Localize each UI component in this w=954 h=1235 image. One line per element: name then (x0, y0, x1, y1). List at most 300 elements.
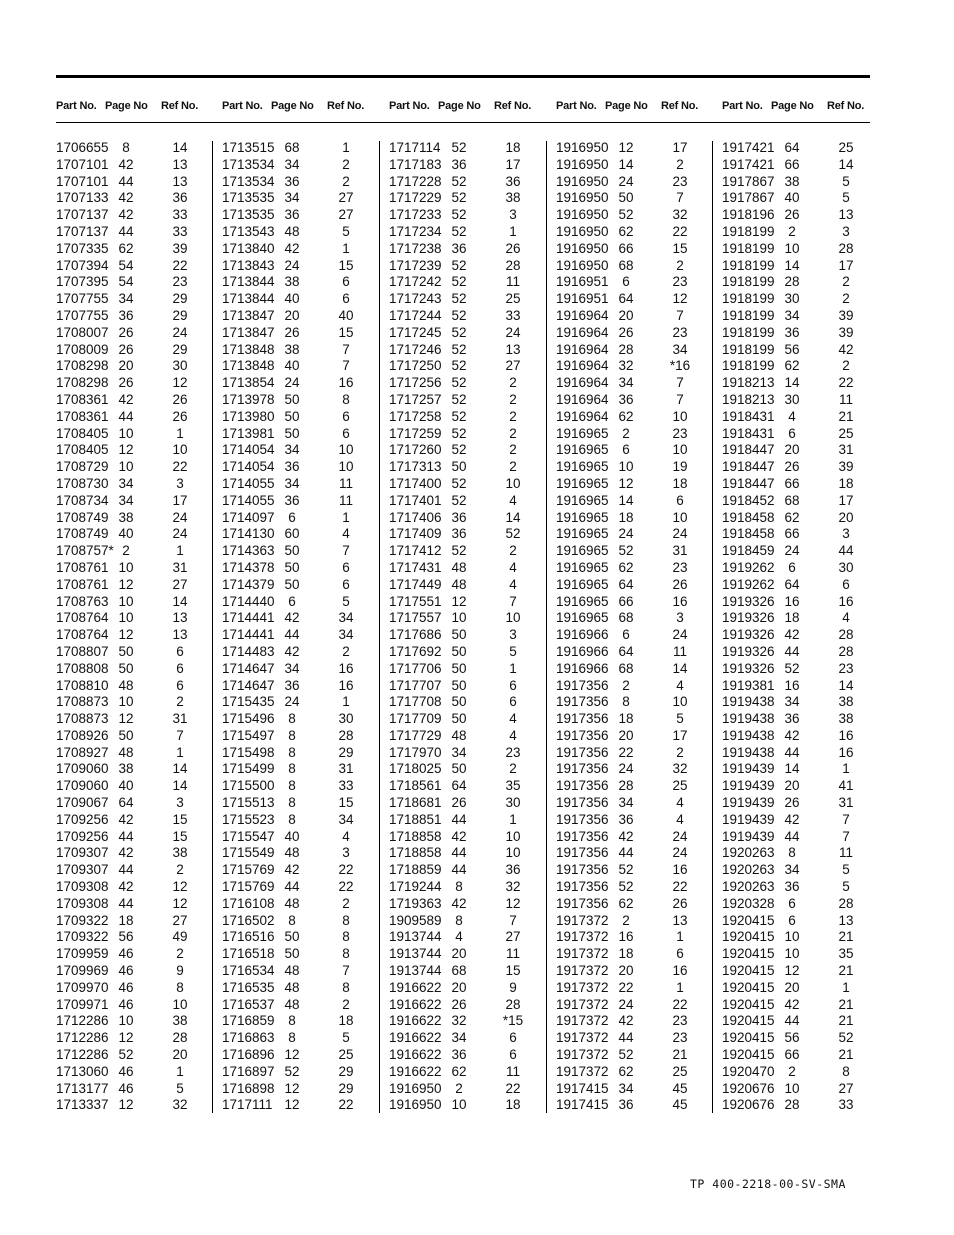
table-row (556, 274, 706, 291)
table-row (222, 258, 372, 275)
part-number: 1715513 (222, 795, 275, 811)
page-number: 52 (451, 307, 467, 323)
ref-number: 6 (509, 1030, 517, 1046)
page-number: 34 (284, 190, 300, 206)
part-number: 1917867 (722, 173, 775, 189)
ref-number: 14 (172, 761, 188, 777)
ref-number: 33 (172, 223, 188, 239)
ref-number: 39 (838, 459, 854, 475)
page-number: 52 (451, 475, 467, 491)
ref-number: 5 (842, 862, 850, 878)
table-row (556, 1047, 706, 1064)
part-number: 1917356 (556, 727, 609, 743)
ref-number: 24 (672, 828, 688, 844)
page-number: 8 (288, 1030, 296, 1046)
part-number: 1708007 (56, 324, 109, 340)
part-number: 1717244 (389, 307, 442, 323)
ref-number: 20 (838, 509, 854, 525)
table-row (722, 913, 872, 930)
page-number: 24 (618, 761, 634, 777)
ref-number: 24 (172, 509, 188, 525)
page-number: 36 (451, 526, 467, 542)
ref-number: 27 (338, 190, 354, 206)
page-number: 46 (118, 946, 134, 962)
ref-number: 24 (505, 324, 521, 340)
part-number: 1917372 (556, 996, 609, 1012)
page-number: 62 (784, 509, 800, 525)
ref-number: 38 (838, 694, 854, 710)
page-number: 50 (118, 643, 134, 659)
page-number: 44 (118, 408, 134, 424)
table-row (389, 728, 539, 745)
ref-number: 18 (672, 475, 688, 491)
page-number: 52 (618, 879, 634, 895)
part-number: 1916964 (556, 391, 609, 407)
part-number: 1709256 (56, 828, 109, 844)
part-number: 1717183 (389, 156, 442, 172)
page-number: 34 (451, 744, 467, 760)
page-number: 50 (451, 660, 467, 676)
table-row (722, 829, 872, 846)
table-row (222, 862, 372, 879)
page-number: 20 (284, 307, 300, 323)
table-row (222, 1013, 372, 1030)
table-row (56, 980, 206, 997)
part-number: 1708730 (56, 475, 109, 491)
page-number: 52 (451, 274, 467, 290)
table-row (722, 694, 872, 711)
page-number: 34 (118, 475, 134, 491)
table-row (56, 745, 206, 762)
table-row (389, 610, 539, 627)
page-number: 6 (622, 274, 630, 290)
part-number: 1717551 (389, 593, 442, 609)
page-number: 42 (284, 643, 300, 659)
part-number: 1917867 (722, 190, 775, 206)
table-row (389, 862, 539, 879)
page-number: 44 (118, 828, 134, 844)
ref-number: 23 (672, 1013, 688, 1029)
table-row (222, 963, 372, 980)
ref-number: 2 (842, 274, 850, 290)
ref-number: 31 (838, 442, 854, 458)
table-row (556, 862, 706, 879)
table-row (389, 896, 539, 913)
ref-number: 21 (838, 408, 854, 424)
table-row (222, 459, 372, 476)
part-number: 1708763 (56, 593, 109, 609)
page-number: 66 (618, 593, 634, 609)
part-number: 1919326 (722, 627, 775, 643)
ref-number: 11 (672, 643, 687, 659)
part-number: 1718025 (389, 761, 442, 777)
part-number: 1918196 (722, 207, 775, 223)
ref-number: 34 (338, 610, 354, 626)
part-number: 1918458 (722, 526, 775, 542)
page-number: 40 (118, 526, 134, 542)
ref-number: 24 (672, 845, 688, 861)
ref-number: 12 (505, 895, 521, 911)
ref-number: 22 (172, 459, 188, 475)
ref-number: 7 (176, 727, 184, 743)
table-row (556, 1081, 706, 1098)
part-number: 1918199 (722, 307, 775, 323)
part-number: 1709307 (56, 862, 109, 878)
page-number: 34 (284, 660, 300, 676)
part-number: 1714363 (222, 543, 275, 559)
part-number: 1916950 (556, 207, 609, 223)
page-number: 2 (788, 1063, 796, 1079)
ref-number: 23 (672, 425, 688, 441)
page-number: 52 (618, 543, 634, 559)
ref-number: 26 (172, 408, 188, 424)
ref-number: 6 (842, 576, 850, 592)
table-row (222, 896, 372, 913)
ref-number: 49 (172, 929, 188, 945)
table-row (389, 174, 539, 191)
table-row (722, 745, 872, 762)
page-number: 26 (451, 795, 467, 811)
page-number: 64 (451, 778, 467, 794)
ref-number: 6 (509, 1047, 517, 1063)
table-row (556, 711, 706, 728)
ref-number: 2 (676, 744, 684, 760)
ref-number: 7 (342, 543, 350, 559)
ref-number: 16 (672, 593, 688, 609)
ref-number: 1 (176, 1063, 184, 1079)
part-number: 1713848 (222, 358, 275, 374)
table-row (389, 778, 539, 795)
part-number: 1707755 (56, 291, 109, 307)
page-number: 52 (451, 341, 467, 357)
part-number: 1717708 (389, 694, 442, 710)
page-number: 6 (788, 425, 796, 441)
ref-number: 7 (509, 593, 517, 609)
table-row (222, 342, 372, 359)
ref-number: 32 (172, 1097, 188, 1113)
table-row (556, 291, 706, 308)
table-row (56, 694, 206, 711)
table-row (222, 1097, 372, 1114)
part-number: 1716898 (222, 1080, 275, 1096)
page-number: 34 (784, 694, 800, 710)
part-number: 1718681 (389, 795, 442, 811)
page-number: 52 (451, 173, 467, 189)
page-number: 48 (284, 979, 300, 995)
table-row (56, 459, 206, 476)
table-row (222, 946, 372, 963)
part-number: 1917356 (556, 761, 609, 777)
index-column-group (722, 140, 872, 1120)
table-row (389, 442, 539, 459)
part-number: 1916622 (389, 1063, 442, 1079)
page-number: 36 (618, 391, 634, 407)
ref-number: 32 (672, 761, 688, 777)
page-number: 22 (618, 979, 634, 995)
table-row (389, 711, 539, 728)
page-number: 28 (618, 778, 634, 794)
ref-number: 5 (176, 1080, 184, 1096)
ref-number: 1 (676, 979, 684, 995)
table-row (389, 409, 539, 426)
page-number: 10 (118, 1013, 134, 1029)
page-number: 52 (451, 375, 467, 391)
ref-number: 14 (838, 677, 854, 693)
part-number: 1717243 (389, 291, 442, 307)
ref-number: 18 (505, 140, 521, 155)
part-number: 1708761 (56, 559, 109, 575)
table-row (556, 812, 706, 829)
page-number: 10 (118, 694, 134, 710)
ref-number: 2 (842, 291, 850, 307)
part-number: 1717245 (389, 324, 442, 340)
ref-number: 15 (172, 828, 188, 844)
page-number: 20 (784, 442, 800, 458)
ref-number: 34 (338, 627, 354, 643)
part-number: 1707395 (56, 274, 109, 290)
page-number: 42 (118, 879, 134, 895)
part-number: 1919326 (722, 643, 775, 659)
ref-number: 39 (838, 324, 854, 340)
ref-number: 12 (172, 375, 188, 391)
table-row (56, 543, 206, 560)
part-number: 1717400 (389, 475, 442, 491)
page-number: 10 (118, 610, 134, 626)
part-number: 1920415 (722, 912, 775, 928)
ref-number: 12 (672, 291, 688, 307)
ref-no-header: Ref No. (827, 100, 865, 112)
ref-number: 4 (342, 828, 350, 844)
table-row (722, 946, 872, 963)
part-number: 1916965 (556, 509, 609, 525)
table-row (389, 291, 539, 308)
part-number: 1918458 (722, 509, 775, 525)
page-number: 34 (284, 156, 300, 172)
ref-number: *16 (669, 358, 691, 374)
page-number: 6 (788, 895, 796, 911)
table-row (389, 761, 539, 778)
ref-number: 4 (676, 795, 684, 811)
page-number: 32 (451, 1013, 467, 1029)
table-row (222, 711, 372, 728)
part-number: 1920263 (722, 862, 775, 878)
part-number: 1708926 (56, 727, 109, 743)
ref-number: 5 (342, 223, 350, 239)
ref-number: 39 (838, 307, 854, 323)
ref-number: 7 (676, 190, 684, 206)
part-number: 1713847 (222, 307, 275, 323)
ref-number: 10 (172, 996, 188, 1012)
page-number: 62 (118, 240, 134, 256)
table-row (722, 190, 872, 207)
page-number: 4 (455, 929, 463, 945)
table-row (722, 308, 872, 325)
part-number: 1909589 (389, 912, 442, 928)
part-number: 1712286 (56, 1047, 109, 1063)
ref-number: 41 (838, 778, 854, 794)
page-number: 28 (618, 341, 634, 357)
page-number: 8 (288, 744, 296, 760)
page-number: 16 (784, 593, 800, 609)
page-number: 48 (118, 677, 134, 693)
table-row (722, 661, 872, 678)
table-row (556, 644, 706, 661)
page-number: 34 (284, 442, 300, 458)
ref-number: 29 (338, 744, 354, 760)
page-number: 52 (118, 1047, 134, 1063)
part-number: 1916965 (556, 610, 609, 626)
ref-number: 24 (672, 526, 688, 542)
part-number: 1708810 (56, 677, 109, 693)
table-row (722, 778, 872, 795)
table-row (389, 812, 539, 829)
page-number: 36 (618, 1097, 634, 1113)
part-number: 1713534 (222, 173, 275, 189)
ref-number: 5 (342, 1030, 350, 1046)
ref-number: 4 (509, 727, 517, 743)
ref-number: 25 (672, 778, 688, 794)
part-number: 1708298 (56, 375, 109, 391)
part-number: 1717256 (389, 375, 442, 391)
page-number: 46 (118, 979, 134, 995)
ref-number: 21 (838, 996, 854, 1012)
part-number: 1717258 (389, 408, 442, 424)
ref-number: 3 (342, 845, 350, 861)
ref-number: 29 (172, 291, 188, 307)
page-number: 50 (451, 761, 467, 777)
part-number: 1718858 (389, 828, 442, 844)
page-no-header: Page No (105, 100, 148, 112)
table-row (222, 526, 372, 543)
part-number: 1713844 (222, 274, 275, 290)
ref-number: 3 (176, 475, 184, 491)
page-number: 42 (284, 240, 300, 256)
ref-number: 16 (338, 375, 354, 391)
table-row (56, 661, 206, 678)
index-column-group (389, 140, 539, 1120)
part-number: 1916966 (556, 643, 609, 659)
part-number: 1920415 (722, 996, 775, 1012)
page-number: 40 (284, 358, 300, 374)
table-row (56, 190, 206, 207)
table-row (222, 929, 372, 946)
page-number: 10 (784, 1080, 800, 1096)
page-number: 16 (618, 929, 634, 945)
table-row (222, 879, 372, 896)
table-row (56, 1013, 206, 1030)
ref-number: 17 (505, 156, 521, 172)
ref-number: 52 (838, 1030, 854, 1046)
table-row (56, 409, 206, 426)
part-number: 1916950 (389, 1080, 442, 1096)
page-no-header: Page No (605, 100, 648, 112)
table-row (56, 476, 206, 493)
part-number: 1920415 (722, 979, 775, 995)
table-row (389, 190, 539, 207)
ref-number: 21 (838, 1013, 854, 1029)
part-number: 1918447 (722, 459, 775, 475)
table-row (389, 325, 539, 342)
part-number: 1918199 (722, 324, 775, 340)
page-number: 24 (784, 543, 800, 559)
page-number: 18 (784, 610, 800, 626)
table-row (556, 963, 706, 980)
table-row (722, 493, 872, 510)
table-row (56, 325, 206, 342)
table-row (722, 426, 872, 443)
table-row (722, 325, 872, 342)
table-row (389, 1013, 539, 1030)
ref-number: 29 (172, 307, 188, 323)
ref-number: 22 (505, 1080, 521, 1096)
table-row (222, 476, 372, 493)
ref-number: 23 (672, 1030, 688, 1046)
page-number: 44 (451, 811, 467, 827)
ref-number: 2 (342, 996, 350, 1012)
table-row (556, 896, 706, 913)
ref-number: 31 (172, 711, 188, 727)
ref-number: 29 (338, 1063, 354, 1079)
table-row (56, 274, 206, 291)
page-number: 46 (118, 996, 134, 1012)
ref-number: 12 (172, 879, 188, 895)
page-number: 62 (451, 1063, 467, 1079)
part-number: 1717449 (389, 576, 442, 592)
page-number: 10 (784, 929, 800, 945)
page-number: 38 (784, 173, 800, 189)
page-number: 44 (618, 845, 634, 861)
ref-number: 40 (338, 307, 354, 323)
part-number: 1708873 (56, 694, 109, 710)
page-number: 64 (118, 795, 134, 811)
part-number: 1920415 (722, 946, 775, 962)
table-row (556, 241, 706, 258)
part-number: 1708807 (56, 643, 109, 659)
ref-number: 8 (342, 929, 350, 945)
ref-number: 22 (672, 879, 688, 895)
table-row (56, 560, 206, 577)
ref-number: 39 (172, 240, 188, 256)
ref-number: 22 (338, 862, 354, 878)
ref-number: 1 (509, 811, 517, 827)
ref-number: 25 (338, 1047, 354, 1063)
table-row (389, 795, 539, 812)
page-number: 10 (784, 240, 800, 256)
part-number: 1916950 (556, 257, 609, 273)
table-row (222, 661, 372, 678)
page-number: 44 (451, 845, 467, 861)
part-number: 1717229 (389, 190, 442, 206)
ref-number: 36 (172, 190, 188, 206)
page-number: 52 (451, 492, 467, 508)
page-number: 44 (784, 744, 800, 760)
table-row (389, 1081, 539, 1098)
page-no-header: Page No (438, 100, 481, 112)
page-number: 20 (784, 778, 800, 794)
ref-number: 13 (172, 173, 188, 189)
ref-number: 21 (838, 929, 854, 945)
table-row (56, 526, 206, 543)
ref-number: 25 (838, 425, 854, 441)
page-number: 62 (618, 895, 634, 911)
ref-number: 11 (838, 391, 853, 407)
ref-number: 14 (505, 509, 521, 525)
page-number: 12 (284, 1047, 300, 1063)
part-number: 1919438 (722, 744, 775, 760)
part-number: 1716502 (222, 912, 275, 928)
table-row (722, 929, 872, 946)
part-number: 1920415 (722, 1013, 775, 1029)
